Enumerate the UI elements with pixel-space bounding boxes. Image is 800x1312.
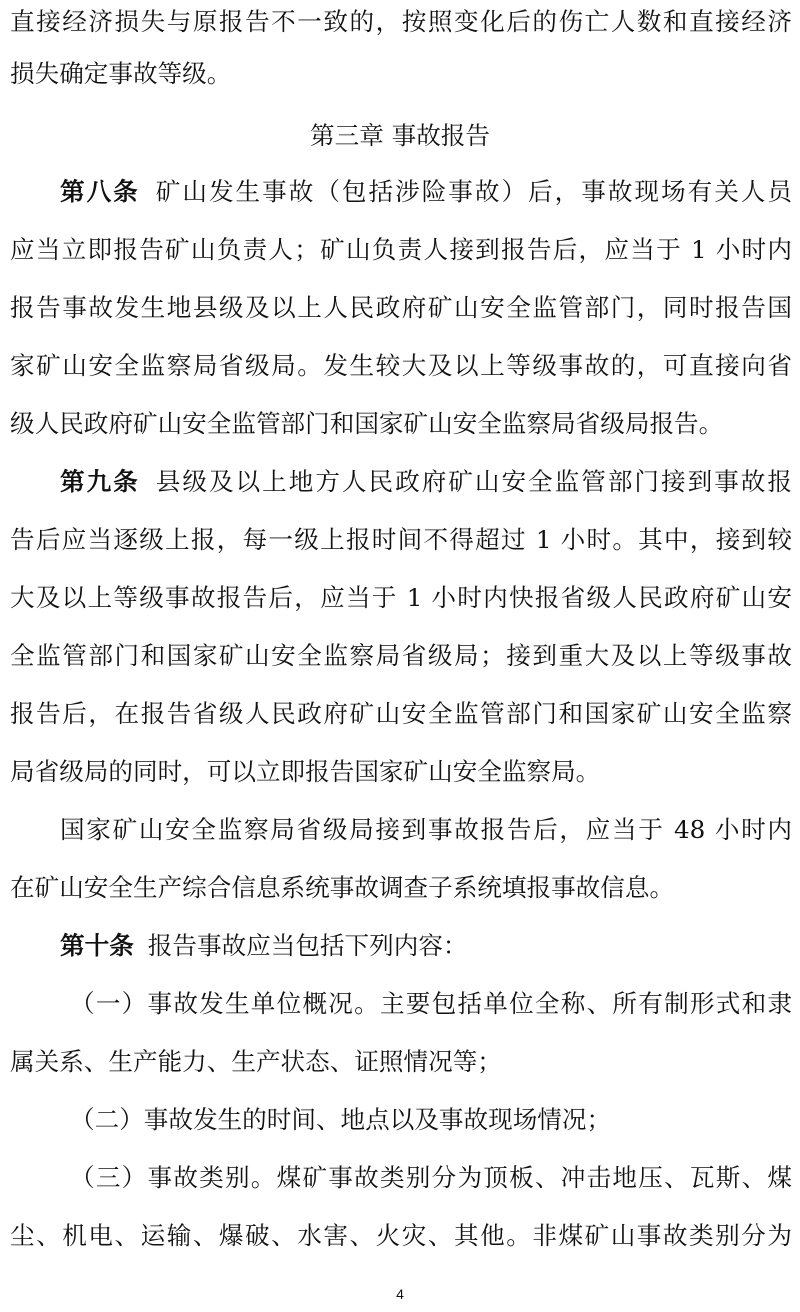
text-line: 国家矿山安全监察局省级局接到事故报告后，应当于 48 小时内 (60, 815, 792, 844)
text-line: 大及以上等级事故报告后，应当于 1 小时内快报省级人民政府矿山安 (10, 583, 792, 612)
text-line: 应当立即报告矿山负责人；矿山负责人接到报告后，应当于 1 小时内 (10, 235, 792, 264)
text-line: （三）事故类别。煤矿事故类别分为顶板、冲击地压、瓦斯、煤 (70, 1163, 792, 1192)
chapter-heading: 第三章 事故报告 (310, 121, 490, 150)
article-8-first-line (60, 172, 792, 212)
text-line: 损失确定事故等级。 (10, 59, 232, 88)
text-line: 报告事故发生地县级及以上人民政府矿山安全监管部门，同时报告国 (10, 293, 792, 322)
text-line: 直接经济损失与原报告不一致的，按照变化后的伤亡人数和直接经济 (10, 7, 792, 36)
text-line: 在矿山安全生产综合信息系统事故调查子系统填报事故信息。 (10, 873, 675, 902)
article-9-first-line (60, 462, 792, 502)
text-line: 属关系、生产能力、生产状态、证照情况等； (10, 1047, 502, 1076)
text-line: 尘、机电、运输、爆破、水害、火灾、其他。非煤矿山事故类别分为 (10, 1221, 792, 1250)
text-line: （一）事故发生单位概况。主要包括单位全称、所有制形式和隶 (70, 989, 792, 1018)
text-line: 全监管部门和国家矿山安全监察局省级局；接到重大及以上等级事故 (10, 641, 792, 670)
page-number: 4 (396, 1286, 404, 1302)
text-line: 家矿山安全监察局省级局。发生较大及以上等级事故的，可直接向省 (10, 351, 792, 380)
article-8-heading: 第八条 (60, 177, 140, 206)
article-10-heading: 第十条 (60, 931, 134, 960)
article-10-text: 报告事故应当包括下列内容： (147, 931, 468, 960)
text-line: 局省级局的同时，可以立即报告国家矿山安全监察局。 (10, 757, 601, 786)
article-9-text: 县级及以上地方人民政府矿山安全监管部门接到事故报 (153, 467, 792, 496)
text-line: 告后应当逐级上报，每一级上报时间不得超过 1 小时。其中，接到较 (10, 525, 792, 554)
text-line: 级人民政府矿山安全监管部门和国家矿山安全监察局省级局报告。 (10, 409, 724, 438)
article-9-heading: 第九条 (60, 467, 140, 496)
text-line: （二）事故发生的时间、地点以及事故现场情况； (70, 1105, 612, 1134)
article-10-first-line (60, 926, 792, 966)
text-line: 报告后，在报告省级人民政府矿山安全监管部门和国家矿山安全监察 (10, 699, 792, 728)
article-8-text: 矿山发生事故（包括涉险事故）后，事故现场有关人员 (153, 177, 792, 206)
